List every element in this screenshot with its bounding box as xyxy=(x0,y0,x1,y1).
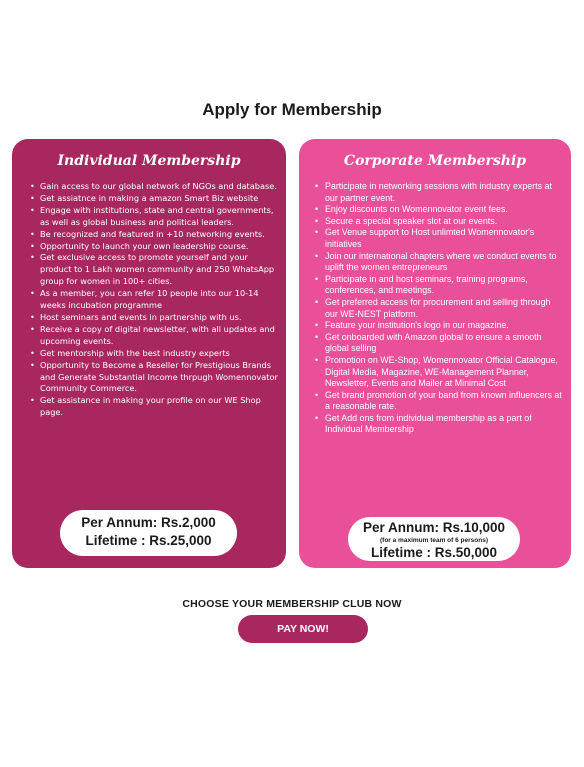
individual-membership-card xyxy=(12,139,286,568)
list-item: • Participate in networking sessions with industry experts at our partner event. xyxy=(313,181,565,204)
individual-lifetime-price: Lifetime : Rs.25,000 xyxy=(85,533,212,548)
list-item: • Engage with institutions, state and central governments, as well as global business and political leaders. xyxy=(28,205,278,229)
list-item: • Opportunity to Become a Reseller for Prestigious Brands and Generate Substantial Income thrpugh Womennovator Community Commerce. xyxy=(28,360,278,396)
list-item: • Get Add ons from individual membership as a part of Individual Membership xyxy=(313,413,565,436)
cta-text: CHOOSE YOUR MEMBERSHIP CLUB NOW xyxy=(182,598,402,610)
individual-price-box xyxy=(60,510,237,556)
list-item: • Be recognized and featured in +10 networking events. xyxy=(28,229,278,241)
list-item: • Get assiatnce in making a amazon Smart Biz website xyxy=(28,193,278,205)
list-item: • Promotion on WE-Shop, Womennovator Official Catalogue, Digital Media, Magazine, WE-Management Planner, Newsletter, Events and Mailer at Minimal Cost xyxy=(313,355,565,390)
list-item: • Get brand promotion of your band from known influencers at a reasonable rate. xyxy=(313,390,565,413)
list-item: • Participate in and host seminars, training programs, conferences, and meetings. xyxy=(313,274,565,297)
corporate-annual-price: Per Annum: Rs.10,000 xyxy=(362,520,506,535)
corporate-price-box xyxy=(348,517,520,561)
list-item: • Receive a copy of digital newsletter, with all updates and upcoming events. xyxy=(28,324,278,348)
list-item: • Get Venue support to Host unlimted Womennovator's initiatives xyxy=(313,227,565,250)
list-item: • Feature your institution's logo in our magazine. xyxy=(313,320,565,332)
pay-now-button[interactable]: PAY NOW! xyxy=(238,615,368,643)
page-title: Apply for Membership xyxy=(202,100,382,119)
corporate-membership-card xyxy=(299,139,571,568)
corporate-feature-list xyxy=(313,181,565,436)
individual-annual-price: Per Annum: Rs.2,000 xyxy=(81,515,216,530)
list-item: • Enjoy discounts on Womennovator event fees. xyxy=(313,204,565,216)
individual-feature-list xyxy=(28,181,278,419)
corporate-card-title: Corporate Membership xyxy=(343,153,527,169)
individual-card-title: Individual Membership xyxy=(57,153,241,169)
list-item: • Get onboarded with Amazon global to ensure a smooth global selling xyxy=(313,332,565,355)
list-item: • Join our international chapters where we conduct events to uplift the women entrepreneurs xyxy=(313,251,565,274)
list-item: • Get preferred access for procurement and selling through our WE-NEST platform. xyxy=(313,297,565,320)
list-item: • Gain access to our global network of NGOs and database. xyxy=(28,181,278,193)
list-item: • Host seminars and events in partnership with us. xyxy=(28,312,278,324)
list-item: • Opportunity to launch your own leadership course. xyxy=(28,241,278,253)
corporate-lifetime-price: Lifetime : Rs.50,000 xyxy=(370,545,498,560)
list-item: • Get assistance in making your profile on our WE Shop page. xyxy=(28,395,278,419)
list-item: • Get exclusive access to promote yourself and your product to 1 Lakh women community and 250 WhatsApp group for women in 100+ cities. xyxy=(28,252,278,288)
list-item: • As a member, you can refer 10 people into our 10-14 weeks incubation programme xyxy=(28,288,278,312)
list-item: • Secure a special speaker slot at our events. xyxy=(313,216,565,228)
corporate-price-note: (for a maximum team of 6 persons) xyxy=(380,537,488,544)
list-item: • Get mentorship with the best industry experts xyxy=(28,348,278,360)
